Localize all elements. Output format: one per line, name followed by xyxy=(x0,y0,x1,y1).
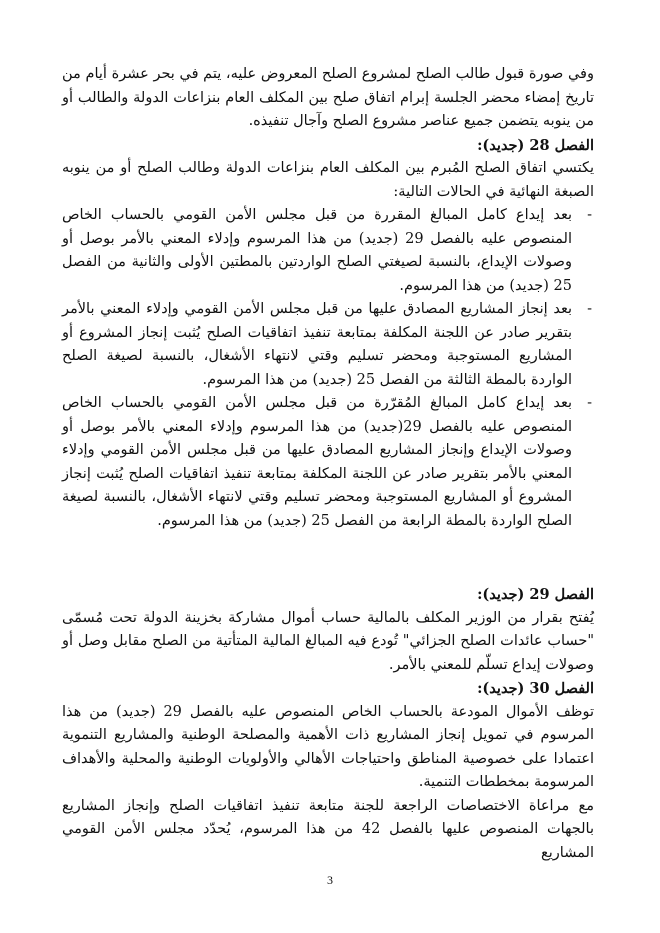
dash-bullet: - xyxy=(587,207,592,223)
page-number: 3 xyxy=(327,873,333,887)
list-item-text: بعد إيداع كامل المبالغ المُقرّرة من قبل مجلس الأمن القومي بالحساب الخاص المنصوص عليه بالفصل 29(جديد) من هذا المرسوم وإدلاء المعني بالأمر بوصل أو وصولات الإيداع وإنجاز المشاريع المصادق عليها من قبل مجلس الأمن القومي وإدلاء المعني بالأمر بتقرير صادر عن اللجنة المكلفة بمتابعة تنفيذ اتفاقيات الصلح يُثبت إنجاز المشروع أو المشاريع المستوجبة ومحضر تسليم وقتي لانتهاء الأشغال، بالنسبة لصيغة الصلح الواردة بالمطة الرابعة من الفصل 25 (جديد) من هذا المرسوم. xyxy=(62,395,572,529)
list-item xyxy=(62,298,594,392)
list-item-text: بعد إيداع كامل المبالغ المقررة من قبل مجلس الأمن القومي بالحساب الخاص المنصوص عليه بالفصل 29 (جديد) من هذا المرسوم وإدلاء المعني بالأمر بوصل أو وصولات الإيداع، بالنسبة لصيغتي الصلح الواردتين بالمطتين الأولى والثانية من الفصل 25 (جديد) من هذا المرسوم. xyxy=(62,207,572,294)
dash-bullet: - xyxy=(587,395,592,411)
dash-bullet: - xyxy=(587,301,592,317)
list-item-text: بعد إنجاز المشاريع المصادق عليها من قبل مجلس الأمن القومي وإدلاء المعني بالأمر بتقرير صادر عن اللجنة المكلفة بمتابعة تنفيذ اتفاقيات الصلح يُثبت إنجاز المشروع أو المشاريع المستوجبة ومحضر تسليم وقتي لانتهاء الأشغال، بالنسبة لصيغة الصلح الواردة بالمطة الثالثة من الفصل 25 (جديد) من هذا المرسوم. xyxy=(62,301,572,388)
article-30-continuation: مع مراعاة الاختصاصات الراجعة للجنة متابعة تنفيذ اتفاقيات الصلح وإنجاز المشاريع بالجهات المنصوص عليها بالفصل 42 من هذا المرسوم، يُحدّد مجلس الأمن القومي المشاريع xyxy=(62,797,594,861)
article-28-intro: يكتسي اتفاق الصلح المُبرم بين المكلف العام بنزاعات الدولة وطالب الصلح أو من ينوبه الصبغة النهائية في الحالات التالية: xyxy=(62,160,594,200)
intro-paragraph: وفي صورة قبول طالب الصلح لمشروع الصلح المعروض عليه، يتم في بحر عشرة أيام من تاريخ إمضاء محضر الجلسة إبرام اتفاق صلح بين المكلف العام بنزاعات الدولة والطالب أو من ينوبه يتضمن جميع عناصر مشروع الصلح وآجال تنفيذه. xyxy=(62,66,595,129)
section-spacer xyxy=(62,533,594,583)
list-item xyxy=(62,392,594,533)
article-28-heading: الفصل 28 (جديد): xyxy=(477,136,594,154)
article-30-heading: الفصل 30 (جديد): xyxy=(477,680,594,697)
article-29-heading: الفصل 29 (جديد): xyxy=(477,586,594,603)
document-body xyxy=(62,63,594,865)
article-30-body: توظف الأموال المودعة بالحساب الخاص المنصوص عليه بالفصل 29 (جديد) من هذا المرسوم في تمويل إنجاز المشاريع ذات الأهمية والمصلحة الوطنية والمشاريع التنموية اعتمادا على خصوصية المناطق واحتياجات الأهالي والأولويات الوطنية والمحلية والأهداف المرسومة بمخططات التنمية. xyxy=(62,703,594,790)
article-29-body: يُفتح بقرار من الوزير المكلف بالمالية حساب أموال مشاركة بخزينة الدولة تحت مُسمّى "حساب عائدات الصلح الجزائي" تُودع فيه المبالغ المالية المتأتية من الصلح مقابل وصل أو وصولات إيداع تسلّم للمعني بالأمر. xyxy=(62,609,595,673)
list-item xyxy=(62,204,594,298)
article-28-list xyxy=(62,204,594,533)
